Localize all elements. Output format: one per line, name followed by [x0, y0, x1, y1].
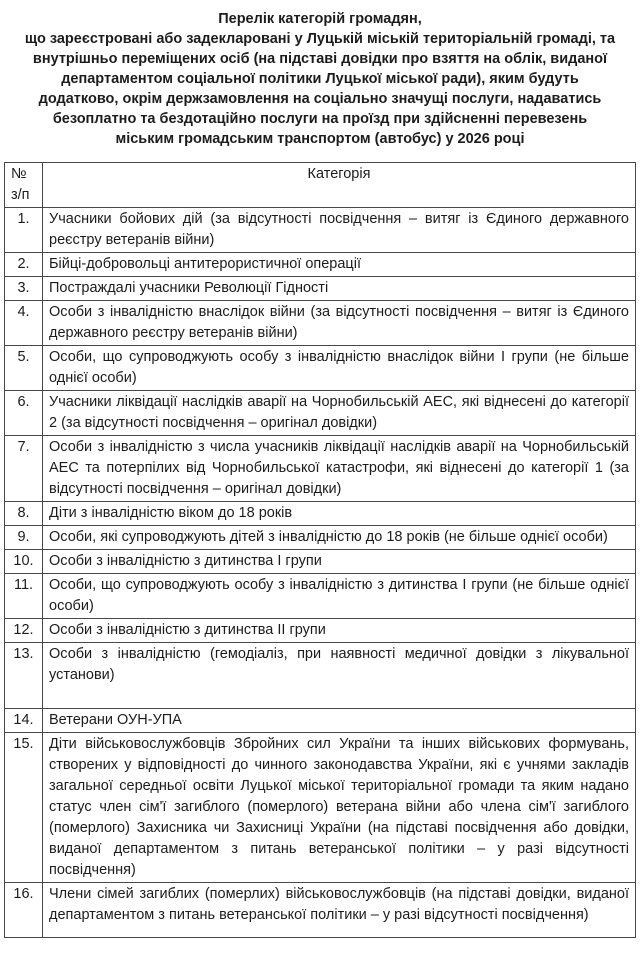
row-category: Особи з інвалідністю з дитинства ІІ групи — [43, 619, 636, 643]
table-row — [5, 733, 636, 883]
document-title — [0, 0, 640, 149]
row-number: 3. — [5, 277, 43, 301]
table-row — [5, 253, 636, 277]
row-category: Особи з інвалідністю (гемодіаліз, при наявності медичної довідки з лікувальної установи) — [43, 643, 636, 709]
table-row — [5, 643, 636, 709]
row-category: Ветерани ОУН-УПА — [43, 709, 636, 733]
row-number: 7. — [5, 436, 43, 502]
row-number: 1. — [5, 208, 43, 253]
row-category: Особи, що супроводжують особу з інвалідністю внаслідок війни І групи (не більше однієї особи) — [43, 346, 636, 391]
header-category-cell: Категорія — [43, 163, 636, 208]
row-category: Бійці-добровольці антитерористичної операції — [43, 253, 636, 277]
row-category: Учасники бойових дій (за відсутності посвідчення – витяг із Єдиного державного реєстру ветеранів війни) — [43, 208, 636, 253]
row-number: 4. — [5, 301, 43, 346]
row-category: Учасники ліквідації наслідків аварії на Чорнобильській АЕС, які віднесені до категорії 2 (за відсутності посвідчення – оригінал довідки) — [43, 391, 636, 436]
row-category: Діти військовослужбовців Збройних сил України та інших військових формувань, створених у відповідності до чинного законодавства України, які є учнями закладів загальної середньої освіти Луцької міської територіальної громади та яким надано статус член сім'ї загиблого (померлого) ветерана війни або члена сім'ї загиблого (померлого) Захисника чи Захисниці України (на підставі посвідчення або довідки, виданої департаментом з питань ветеранської політики – у разі відсутності посвідчення) — [43, 733, 636, 883]
row-category: Особи, які супроводжують дітей з інвалідністю до 18 років (не більше однієї особи) — [43, 526, 636, 550]
table-row — [5, 574, 636, 619]
header-number-line2: з/п — [11, 187, 30, 203]
row-category: Особи, що супроводжують особу з інвалідністю з дитинства І групи (не більше однієї особи) — [43, 574, 636, 619]
row-number: 15. — [5, 733, 43, 883]
row-number: 13. — [5, 643, 43, 709]
row-number: 9. — [5, 526, 43, 550]
row-category: Члени сімей загиблих (померлих) військовослужбовців (на підставі довідки, виданої департаментом з питань ветеранської політики – у разі відсутності посвідчення) — [43, 883, 636, 938]
row-category: Особи з інвалідністю з дитинства І групи — [43, 550, 636, 574]
table-header-row — [5, 163, 636, 208]
row-number: 12. — [5, 619, 43, 643]
row-number: 11. — [5, 574, 43, 619]
document-title-line1: Перелік категорій громадян, — [218, 11, 422, 27]
table-row — [5, 301, 636, 346]
table-row — [5, 526, 636, 550]
table-row — [5, 883, 636, 938]
table-row — [5, 277, 636, 301]
table-row — [5, 550, 636, 574]
header-number-cell — [5, 163, 43, 208]
row-number: 14. — [5, 709, 43, 733]
table-row — [5, 436, 636, 502]
row-number: 16. — [5, 883, 43, 938]
table-row — [5, 709, 636, 733]
row-category: Особи з інвалідністю внаслідок війни (за відсутності посвідчення – витяг із Єдиного державного реєстру ветеранів війни) — [43, 301, 636, 346]
header-number-line1: № — [11, 166, 27, 182]
row-number: 10. — [5, 550, 43, 574]
row-number: 6. — [5, 391, 43, 436]
row-number: 5. — [5, 346, 43, 391]
row-category: Особи з інвалідністю з числа учасників ліквідації наслідків аварії на Чорнобильській АЕС та потерпілих від Чорнобильської катастрофи, які віднесені до категорії 1 (за відсутності посвідчення – оригінал довідки) — [43, 436, 636, 502]
row-number: 8. — [5, 502, 43, 526]
row-category: Діти з інвалідністю віком до 18 років — [43, 502, 636, 526]
row-number: 2. — [5, 253, 43, 277]
table-row — [5, 619, 636, 643]
table-row — [5, 208, 636, 253]
table-row — [5, 391, 636, 436]
table-row — [5, 502, 636, 526]
row-category: Постраждалі учасники Революції Гідності — [43, 277, 636, 301]
document-title-body: що зареєстровані або задекларовані у Луцькій міській територіальній громаді, та внутрішньо переміщених осіб (на підставі довідки про взяття на облік, виданої департаментом соціальної політики Луцької міської ради), яким будуть додатково, окрім держзамовлення на соціально значущі послуги, надаватись безоплатно та бездотаційно послуги на проїзд при здійсненні перевезень міським громадським транспортом (автобус) у 2026 році — [24, 31, 616, 147]
categories-table — [4, 162, 636, 938]
table-row — [5, 346, 636, 391]
